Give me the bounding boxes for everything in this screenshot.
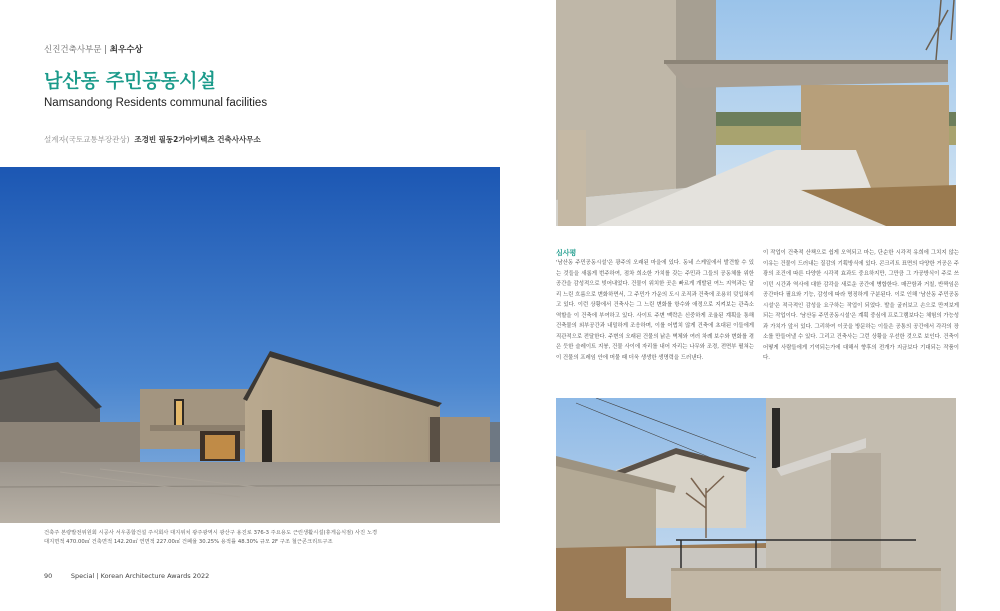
footer-publication: Korean Architecture Awards 2022: [100, 572, 210, 580]
interior-courtyard-photo: [556, 398, 956, 611]
designer-line: [44, 134, 261, 145]
main-dusk-exterior-photo: [0, 167, 500, 523]
award-label: 최우수상: [109, 45, 143, 55]
designer-label: 설계자(국토교통부장관상): [44, 135, 130, 144]
page-title: 남산동 주민공동시설: [44, 70, 216, 92]
review-label: 심사평: [556, 249, 577, 257]
category-line: 신진건축사부문 | 최우수상: [44, 45, 143, 55]
page-subtitle-en: Namsandong Residents communal facilities: [44, 97, 268, 109]
footer-section: Special: [70, 572, 95, 580]
page-footer: 90 Special | Korean Architecture Awards 2022: [44, 572, 210, 580]
credits-line-1: 건축주 본량발전위원회 시공사 서우종합건설 주식회사 대지위치 광주광역시 광산구 용진로 376-3 주요용도 근린생활시설(휴게음식점) 사진 노경: [44, 530, 378, 536]
canopy-courtyard-photo: [556, 0, 956, 226]
credits-line-2: 대지면적 470.00㎡ 건축면적 142.20㎡ 연면적 227.00㎡ 건폐율 30.25% 용적률 48.30% 규모 2F 구조 철근콘크리트구조: [44, 539, 333, 545]
project-credits: [44, 529, 494, 547]
review-column-2: 이 작업이 건축적 산책으로 쉽게 오역되고 마는, 단순한 시각적 유희에 그치지 않는 이유는 건물이 드러내는 질감의 기획방식에 있다. 콘크리트 표면의 다양한 거공은 주광의 조건에 따른 다양한 시각적 효과도 중요하지만, 그만큼 그 가공방식이 주로 쓰이던 시간과 역사에 대한 감각을 새로운 공간에 병합한다. 매끈함과 거칠, 반짝임은 공간마다 필요와 기능, 감성에 따라 명징하게 구분된다. 이로 인해 '남산동 주민공동시설'은 적극적인 감성을 요구하는 작업이 되었다. 발을 굴러보고 손으로 만져보게 되는 작업이다. '남산동 주민공동시설'은 계획 중심에 프로그램보다는 체험의 가능성과 가치가 앞서 있다. 그리하여 이곳을 방문하는 이들은 공통의 공간에서 각각의 장소를 만들어낼 수 있다. 그리고 건축사는 그런 상황을 우선한 것으로 보인다. 건축이 어떻게 사람들에게 기억되는가에 대해서 향후의 전개가 지금보다 기대되는 작품이다.: [763, 250, 959, 361]
review-column-1: '남산동 주민공동시설'은 광주의 오래된 마을에 있다. 동네 스케일에서 발견할 수 있는 것들을 새롭게 번주하여, 점차 희소한 가치를 갖는 주민과 그들의 공동체를 위한 공간을 감성적으로 빚어내었다. 건물이 위치한 곳은 빠르게 개발된 여느 지역과는 달리 느린 흐름으로 변화하면서, 그 주민가 가운의 도시 조직과 건축에 조용히 덧입혀지고 있다. 이런 상황에서 건축사는 그 느린 변화를 항수와 애정으로 지켜보는 관측소 역할을 이 건축에 부여하고 있다. 사이트 주변 맥락은 신중하게 조율된 계획을 통해 건축물의 외부공간과 내밀하게 조응하며, 이를 어법치 않게 건축에 초대된 이들에게 직관적으로 전달한다. 주변의 오래된 건물의 낡은 벽체와 여러 차례 보수와 변화를 겪은 듯한 슬레이트 지붕, 건물 사이에 자리를 내어 자리는 나무와 조경, 전면부 펼쳐는 이 건물의 프레임 안에 머물 때 더욱 생생한 생명력을 드러낸다.: [556, 260, 754, 361]
designer-name: 조경빈 필동2가아키텍츠 건축사사무소: [134, 135, 261, 144]
category-label: 신진건축사부문: [44, 45, 102, 55]
page-number: 90: [44, 572, 53, 580]
